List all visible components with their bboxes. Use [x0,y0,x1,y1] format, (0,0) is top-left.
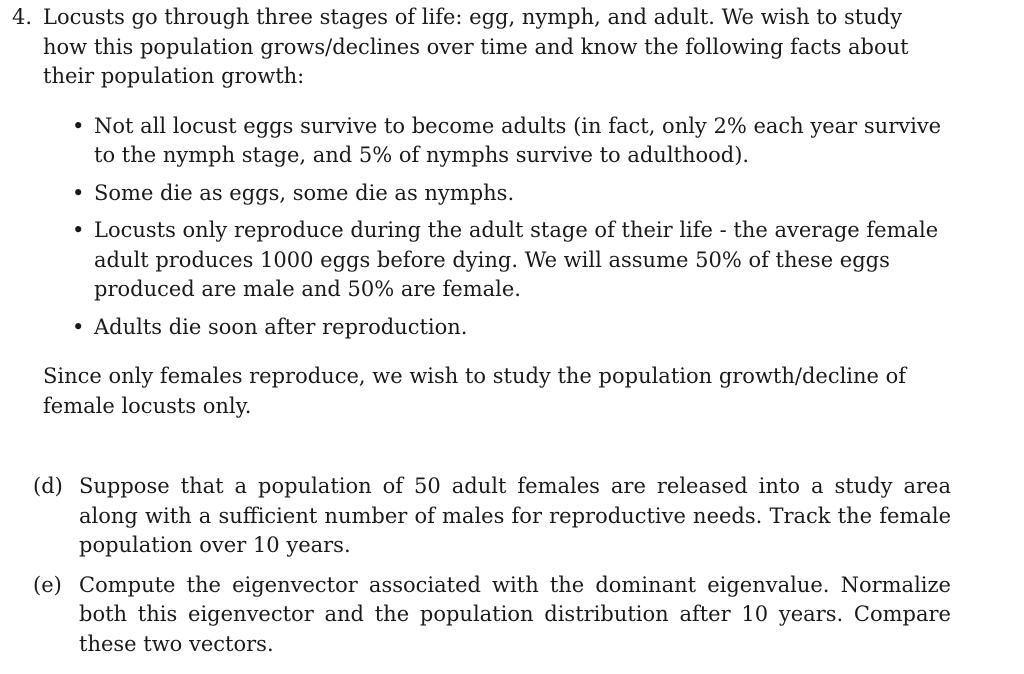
fact-text: Some die as eggs, some die as nymphs. [94,180,515,205]
part-e [33,571,953,660]
problem-4 [12,3,952,421]
problem-number: 4. [12,5,33,29]
fact-text: Not all locust eggs survive to become adults (in fact, only 2% each year survive to the nymph stage, and 5% of nymphs survive to adulthood). [94,113,942,167]
part-label: (e) [33,572,62,597]
list-item [72,313,946,343]
part-d [33,472,953,561]
list-item [72,216,946,305]
problem-intro-text: Locusts go through three stages of life: egg, nymph, and adult. We wish to study how this population grows/declines over time and know the following facts about their population growth: [43,5,909,88]
since-paragraph: Since only females reproduce, we wish to study the population growth/decline of female locusts only. [43,364,907,418]
part-text: Compute the eigenvector associated with the dominant eigenvalue. Normalize both this eigenvector and the population distribution after 10 years. Compare these two vectors. [79,572,951,656]
part-text: Suppose that a population of 50 adult females are released into a study area along with a sufficient number of males for reproductive needs. Track the female population over 10 years. [79,474,951,557]
bullet-icon: • [72,314,85,339]
problem-intro [12,3,952,92]
part-label: (d) [33,474,63,498]
list-item [72,112,946,171]
bullet-icon: • [72,113,85,138]
list-item [72,179,946,209]
problem-parts [33,472,953,669]
bullet-icon: • [72,218,85,242]
fact-text: Locusts only reproduce during the adult stage of their life - the average female adult produces 1000 eggs before dying. We will assume 50% of these eggs produced are male and 50% are female. [94,218,939,301]
fact-text: Adults die soon after reproduction. [94,314,468,339]
facts-list [12,112,952,343]
bullet-icon: • [72,180,85,205]
